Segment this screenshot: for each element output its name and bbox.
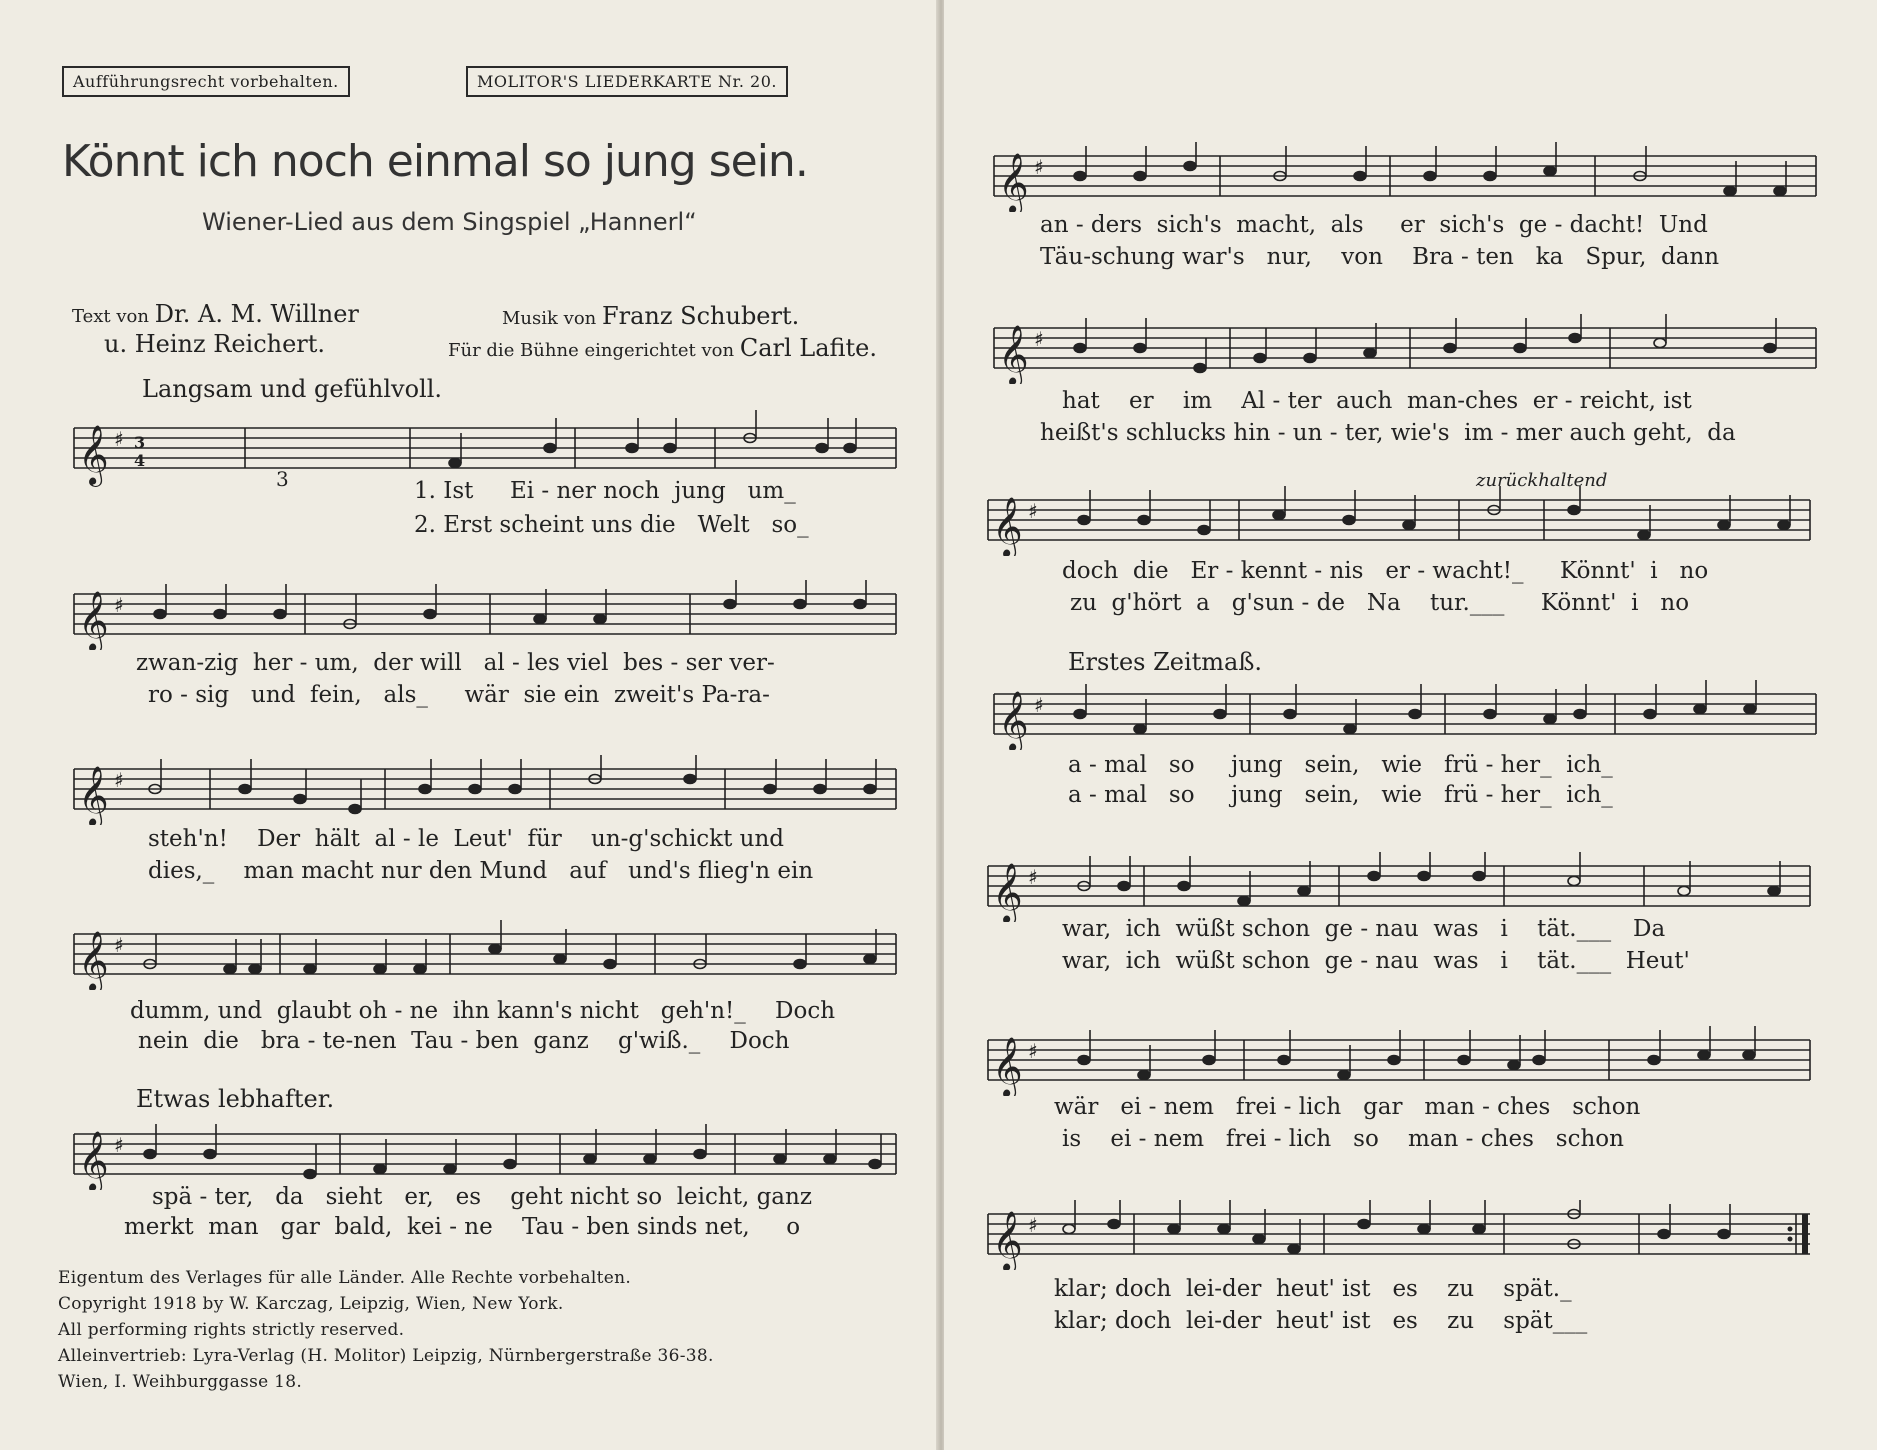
text-credit xyxy=(72,300,359,328)
svg-text:4: 4 xyxy=(134,451,146,470)
stage-author: Carl Lafite. xyxy=(739,334,878,362)
footer-line: Alleinvertrieb: Lyra-Verlag (H. Molitor) Leipzig, Nürnbergerstraße 36-38. xyxy=(58,1346,714,1366)
lyric-line: 2. Erst scheint uns die Welt so_ xyxy=(414,512,809,538)
lyric-line: ro - sig und fein, als_ wär sie ein zweit's Pa-ra- xyxy=(148,682,770,708)
text-author-2: u. Heinz Reichert. xyxy=(104,330,326,358)
svg-text:𝄞: 𝄞 xyxy=(78,931,109,990)
music-staff xyxy=(984,486,1814,556)
lyric-line: spä - ter, da sieht er, es geht nicht so leicht, ganz xyxy=(152,1184,812,1210)
text-credit-2 xyxy=(104,330,325,358)
lyric-line: zu g'hört a g'sun - de Na tur.___ Könnt' i no xyxy=(1070,590,1690,616)
svg-text:♯: ♯ xyxy=(1034,327,1044,351)
lyric-line: doch die Er - kennt - nis er - wacht!_ Könnt' i no xyxy=(1062,558,1709,584)
footer-line: Wien, I. Weihburggasse 18. xyxy=(58,1372,303,1392)
lyric-line: heißt's schlucks hin - un - ter, wie's im - mer auch geht, da xyxy=(1040,420,1736,446)
svg-text:𝄞: 𝄞 xyxy=(992,1211,1023,1270)
lyric-line: klar; doch lei-der heut' ist es zu spät___ xyxy=(1054,1308,1588,1334)
footer-line: Copyright 1918 by W. Karczag, Leipzig, Wien, New York. xyxy=(58,1294,564,1314)
lyric-line: a - mal so jung sein, wie frü - her_ ich_ xyxy=(1068,782,1613,808)
svg-text:♯: ♯ xyxy=(1034,155,1044,179)
right-page xyxy=(944,0,1877,1450)
lyric-line: nein die bra - te-nen Tau - ben ganz g'wiß._ Doch xyxy=(138,1028,790,1054)
text-author: Dr. A. M. Willner xyxy=(154,300,359,328)
lyric-line: is ei - nem frei - lich so man - ches schon xyxy=(1062,1126,1624,1152)
lyric-line: 1. Ist Ei - ner noch jung um_ xyxy=(414,478,796,504)
text-prefix: Text von xyxy=(72,306,149,327)
svg-text:𝄞: 𝄞 xyxy=(78,1131,109,1190)
tempo-marking: Langsam und gefühlvoll. xyxy=(142,375,443,403)
lyric-line: dies,_ man macht nur den Mund auf und's flieg'n ein xyxy=(148,858,814,884)
tempo-marking: Etwas lebhafter. xyxy=(136,1085,335,1113)
footer-line: Eigentum des Verlages für alle Länder. Alle Rechte vorbehalten. xyxy=(58,1268,632,1288)
svg-text:3: 3 xyxy=(134,433,146,452)
triplet-mark: 3 xyxy=(276,467,289,490)
music-staff xyxy=(990,142,1820,212)
svg-text:𝄞: 𝄞 xyxy=(992,1037,1023,1096)
svg-text:♯: ♯ xyxy=(114,933,124,957)
lyric-line: Täu-schung war's nur, von Bra - ten ka Spur, dann xyxy=(1040,244,1720,270)
svg-text:𝄞: 𝄞 xyxy=(78,591,109,650)
lyric-line: war, ich wüßt schon ge - nau was i tät.___ Heut' xyxy=(1062,948,1690,974)
music-staff xyxy=(70,1120,900,1190)
svg-text:♯: ♯ xyxy=(1028,1213,1038,1237)
lyric-line: steh'n! Der hält al - le Leut' für un-g'schickt und xyxy=(148,826,785,852)
svg-text:♯: ♯ xyxy=(114,427,124,451)
music-staff xyxy=(990,314,1820,384)
music-staff xyxy=(984,1026,1814,1096)
lyric-line: merkt man gar bald, kei - ne Tau - ben sinds net, o xyxy=(124,1214,801,1240)
svg-text:𝄞: 𝄞 xyxy=(992,497,1023,556)
svg-text:♯: ♯ xyxy=(114,593,124,617)
music-credit xyxy=(502,302,799,330)
svg-text:𝄞: 𝄞 xyxy=(998,325,1029,384)
tempo-marking: zurückhaltend xyxy=(1476,470,1608,491)
music-staff xyxy=(984,1200,1814,1270)
card-label: MOLITOR'S LIEDERKARTE Nr. 20. xyxy=(466,66,788,97)
svg-text:♯: ♯ xyxy=(1028,499,1038,523)
footer-line: All performing rights strictly reserved. xyxy=(58,1320,405,1340)
lyric-line: klar; doch lei-der heut' ist es zu spät._ xyxy=(1054,1276,1572,1302)
song-subtitle: Wiener-Lied aus dem Singspiel „Hannerl“ xyxy=(202,208,697,236)
svg-text:♯: ♯ xyxy=(114,1133,124,1157)
svg-text:𝄞: 𝄞 xyxy=(998,691,1029,750)
music-staff xyxy=(990,680,1820,750)
music-prefix: Musik von xyxy=(502,308,597,329)
song-title: Könnt ich noch einmal so jung sein. xyxy=(62,136,808,187)
stage-credit xyxy=(448,334,877,362)
svg-text:♯: ♯ xyxy=(1028,1039,1038,1063)
left-page xyxy=(0,0,938,1450)
music-staff xyxy=(70,580,900,650)
music-staff xyxy=(70,920,900,990)
lyric-line: a - mal so jung sein, wie frü - her_ ich_ xyxy=(1068,752,1613,778)
music-staff xyxy=(70,755,900,825)
svg-text:𝄞: 𝄞 xyxy=(992,863,1023,922)
music-author: Franz Schubert. xyxy=(601,302,800,330)
svg-text:♯: ♯ xyxy=(1034,693,1044,717)
tempo-marking: Erstes Zeitmaß. xyxy=(1068,648,1263,676)
svg-text:𝄞: 𝄞 xyxy=(78,766,109,825)
rights-label: Aufführungsrecht vorbehalten. xyxy=(62,66,350,97)
lyric-line: hat er im Al - ter auch man-ches er - reicht, ist xyxy=(1062,388,1692,414)
stage-prefix: Für die Bühne eingerichtet von xyxy=(448,340,735,361)
lyric-line: an - ders sich's macht, als er sich's ge - dacht! Und xyxy=(1040,212,1708,238)
svg-text:𝄞: 𝄞 xyxy=(998,153,1029,212)
lyric-line: war, ich wüßt schon ge - nau was i tät.___ Da xyxy=(1062,916,1666,942)
svg-text:♯: ♯ xyxy=(1028,865,1038,889)
lyric-line: wär ei - nem frei - lich gar man - ches schon xyxy=(1054,1094,1641,1120)
svg-text:♯: ♯ xyxy=(114,768,124,792)
svg-text:𝄞: 𝄞 xyxy=(78,425,109,485)
lyric-line: dumm, und glaubt oh - ne ihn kann's nicht geh'n!_ Doch xyxy=(130,998,836,1024)
lyric-line: zwan-zig her - um, der will al - les viel bes - ser ver- xyxy=(136,650,775,676)
music-staff xyxy=(984,852,1814,922)
